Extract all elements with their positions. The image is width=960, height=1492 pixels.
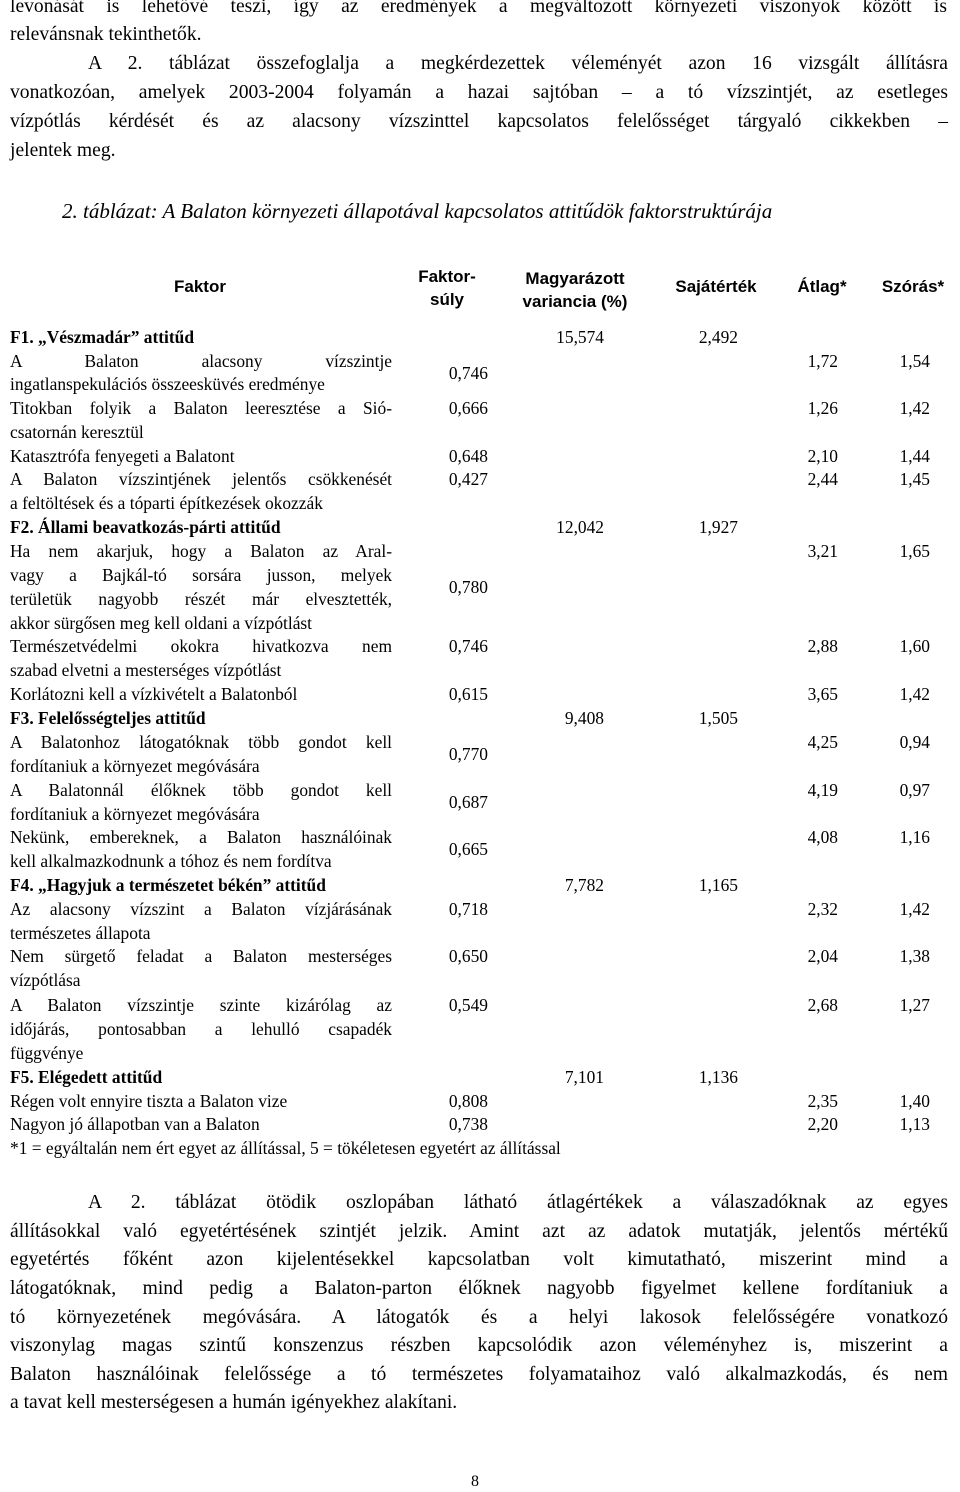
sd-f4-1: 1,42	[899, 899, 930, 919]
weight-f2-3: 0,615	[448, 684, 488, 704]
item-f1-3-line1: Katasztrófa fenyegeti a Balatont	[10, 446, 235, 466]
header-faktorsuly-line2: súly	[429, 290, 465, 309]
intro-line-5: vízpótlás kérdését és az alacsony vízszinttel kapcsolatos felelősséget tárgyaló cikkekben –	[10, 111, 948, 132]
mean-f5-1: 2,35	[807, 1091, 838, 1111]
item-f4-3-line1: A Balaton vízszintje szinte kizárólag az	[10, 995, 392, 1015]
item-f2-1-line3: területük nagyobb részét már elvesztették,	[10, 589, 392, 609]
sd-f1-4: 1,45	[899, 469, 930, 489]
header-variancia-line2: variancia (%)	[522, 292, 628, 311]
sd-f3-3: 1,16	[899, 827, 930, 847]
factor-label-f2: F2. Állami beavatkozás-párti attitűd	[10, 517, 281, 537]
weight-f1-1: 0,746	[448, 363, 488, 383]
factor-label-f4: F4. „Hagyjuk a természetet békén” attitűd	[10, 875, 326, 895]
variance-f2: 12,042	[556, 517, 604, 537]
item-f3-2-line2: fordítaniuk a környezet megóvására	[10, 804, 260, 824]
eigen-f2: 1,927	[698, 517, 738, 537]
item-f1-4-line2: a feltöltések és a tóparti építkezések okozzák	[10, 493, 323, 513]
mean-f2-3: 3,65	[807, 684, 838, 704]
item-f3-3-line2: kell alkalmazkodnunk a tóhoz és nem fordítva	[10, 851, 332, 871]
item-f3-1-line2: fordítaniuk a környezet megóvására	[10, 756, 260, 776]
outro-line-5: tó környezetének megóvására. A látogatók és a helyi lakosok felelősségére vonatkozó	[10, 1307, 948, 1328]
item-f2-2-line1: Természetvédelmi okokra hivatkozva nem	[10, 636, 392, 656]
factor-label-f3: F3. Felelősségteljes attitűd	[10, 708, 206, 728]
mean-f5-2: 2,20	[807, 1114, 838, 1134]
item-f1-2-line2: csatornán keresztül	[10, 422, 144, 442]
mean-f4-3: 2,68	[807, 995, 838, 1015]
mean-f3-1: 4,25	[807, 732, 838, 752]
sd-f4-2: 1,38	[899, 946, 930, 966]
mean-f4-1: 2,32	[807, 899, 838, 919]
eigen-f1: 2,492	[698, 327, 738, 347]
item-f3-3-line1: Nekünk, embereknek, a Balaton használóinak	[10, 827, 392, 847]
item-f5-2-line1: Nagyon jó állapotban van a Balaton	[10, 1114, 260, 1134]
page-number: 8	[471, 1473, 479, 1490]
item-f4-3-line2: időjárás, pontosabban a lehulló csapadék	[10, 1019, 392, 1039]
sd-f2-1: 1,65	[899, 541, 930, 561]
intro-line-3: A 2. táblázat összefoglalja a megkérdezettek véleményét azon 16 vizsgált állításra	[88, 53, 948, 74]
variance-f4: 7,782	[564, 875, 604, 895]
header-faktorsuly-line1: Faktor-	[418, 267, 476, 286]
factor-label-f1: F1. „Vészmadár” attitűd	[10, 327, 195, 347]
item-f2-3-line1: Korlátozni kell a vízkivételt a Balatonból	[10, 684, 298, 704]
intro-line-1: levonását is lehetővé teszi, így az eredmények a megváltozott környezeti viszonyok között is	[10, 0, 947, 17]
outro-line-3: egyetértés főként azon kijelentésekkel kapcsolatban volt kimutatható, miszerint mind a	[10, 1249, 948, 1270]
header-sajatertek: Sajátérték	[675, 277, 757, 296]
table-caption: 2. táblázat: A Balaton környezeti állapotával kapcsolatos attitűdök faktorstruktúrája	[62, 199, 773, 223]
mean-f3-3: 4,08	[807, 827, 838, 847]
item-f3-1-line1: A Balatonhoz látogatóknak több gondot kell	[10, 732, 392, 752]
factor-label-f5: F5. Elégedett attitűd	[10, 1067, 163, 1087]
sd-f4-3: 1,27	[899, 995, 930, 1015]
variance-f1: 15,574	[556, 327, 604, 347]
item-f4-1-line1: Az alacsony vízszint a Balaton vízjárásának	[10, 899, 392, 919]
item-f2-2-line2: szabad elvetni a mesterséges vízpótlást	[10, 660, 282, 680]
eigen-f4: 1,165	[698, 875, 738, 895]
mean-f4-2: 2,04	[807, 946, 838, 966]
weight-f2-1: 0,780	[448, 577, 488, 597]
sd-f1-3: 1,44	[899, 446, 930, 466]
table-footnote: *1 = egyáltalán nem ért egyet az állítással, 5 = tökéletesen egyetért az állítással	[10, 1138, 561, 1158]
sd-f3-2: 0,97	[899, 780, 930, 800]
header-variancia	[500, 267, 650, 313]
intro-line-6: jelentek meg.	[10, 140, 116, 161]
outro-line-7: Balaton használóinak felelőssége a tó természetes folyamataihoz való alkalmazkodás, és nem	[10, 1364, 948, 1385]
item-f1-1-line2: ingatlanspekulációs összeesküvés eredménye	[10, 374, 325, 394]
item-f3-2-line1: A Balatonnál élőknek több gondot kell	[10, 780, 392, 800]
mean-f2-1: 3,21	[807, 541, 838, 561]
mean-f1-4: 2,44	[807, 469, 838, 489]
weight-f1-2: 0,666	[448, 398, 488, 418]
weight-f4-2: 0,650	[448, 946, 488, 966]
eigen-f3: 1,505	[698, 708, 738, 728]
sd-f5-2: 1,13	[899, 1114, 930, 1134]
mean-f1-1: 1,72	[807, 351, 838, 371]
header-szoras: Szórás*	[881, 277, 945, 296]
weight-f4-3: 0,549	[448, 995, 488, 1015]
weight-f4-1: 0,718	[448, 899, 488, 919]
header-faktor: Faktor	[174, 277, 226, 296]
variance-f5: 7,101	[564, 1067, 604, 1087]
weight-f3-2: 0,687	[448, 792, 488, 812]
weight-f5-1: 0,808	[448, 1091, 488, 1111]
intro-line-4: vonatkozóan, amelyek 2003-2004 folyamán a hazai sajtóban – a tó vízszintjét, az esetleges	[10, 82, 948, 103]
outro-line-2: állításokkal való egyetértésének szintjét jelzik. Amint azt az adatok mutatják, jelentős mértékű	[10, 1221, 948, 1242]
weight-f3-3: 0,665	[448, 839, 488, 859]
header-atlag: Átlag*	[797, 277, 847, 296]
item-f2-1-line1: Ha nem akarjuk, hogy a Balaton az Aral-	[10, 541, 392, 561]
sd-f5-1: 1,40	[899, 1091, 930, 1111]
item-f4-2-line1: Nem sürgető feladat a Balaton mesterséges	[10, 946, 392, 966]
sd-f1-2: 1,42	[899, 398, 930, 418]
mean-f2-2: 2,88	[807, 636, 838, 656]
item-f1-2-line1: Titokban folyik a Balaton leeresztése a Sió-	[10, 398, 392, 418]
sd-f2-2: 1,60	[899, 636, 930, 656]
item-f4-3-line3: függvénye	[10, 1043, 84, 1063]
item-f4-1-line2: természetes állapota	[10, 923, 151, 943]
eigen-f5: 1,136	[698, 1067, 738, 1087]
weight-f2-2: 0,746	[448, 636, 488, 656]
weight-f3-1: 0,770	[448, 744, 488, 764]
item-f5-1-line1: Régen volt ennyire tiszta a Balaton vize	[10, 1091, 288, 1111]
item-f2-1-line4: akkor sürgősen meg kell oldani a vízpótlást	[10, 613, 313, 633]
outro-line-4: látogatóknak, mind pedig a Balaton-parton élőknek nagyobb figyelmet kellene fordítaniuk a	[10, 1278, 948, 1299]
mean-f3-2: 4,19	[807, 780, 838, 800]
sd-f2-3: 1,42	[899, 684, 930, 704]
item-f1-1-line1: A Balaton alacsony vízszintje	[10, 351, 392, 371]
weight-f1-4: 0,427	[448, 469, 488, 489]
mean-f1-3: 2,10	[807, 446, 838, 466]
intro-line-2: relevánsnak tekinthetők.	[10, 24, 202, 45]
weight-f5-2: 0,738	[448, 1114, 488, 1134]
item-f2-1-line2: vagy a Bajkál-tó sorsára jusson, melyek	[10, 565, 392, 585]
sd-f1-1: 1,54	[899, 351, 930, 371]
sd-f3-1: 0,94	[899, 732, 930, 752]
weight-f1-3: 0,648	[448, 446, 488, 466]
header-faktorsuly	[400, 265, 494, 311]
mean-f1-2: 1,26	[807, 398, 838, 418]
item-f4-2-line2: vízpótlása	[10, 970, 81, 990]
header-variancia-line1: Magyarázott	[525, 269, 625, 288]
item-f1-4-line1: A Balaton vízszintjének jelentős csökkenését	[10, 469, 392, 489]
outro-line-8: a tavat kell mesterségesen a humán igényekhez alakítani.	[10, 1392, 458, 1413]
outro-line-1: A 2. táblázat ötödik oszlopában látható átlagértékek a válaszadóknak az egyes	[88, 1192, 948, 1213]
variance-f3: 9,408	[564, 708, 604, 728]
outro-line-6: viszonylag magas szintű konszenzus részben kapcsolódik azon véleményhez is, miszerint a	[10, 1335, 948, 1356]
